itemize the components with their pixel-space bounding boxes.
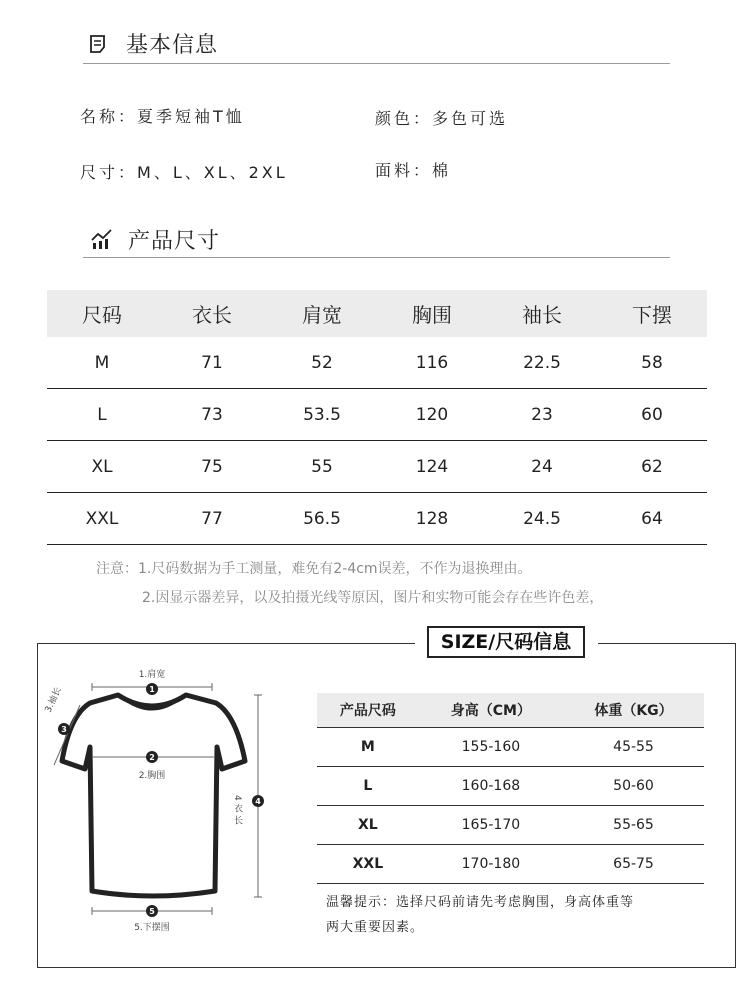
name-row — [80, 104, 245, 127]
chest-measure — [92, 751, 214, 781]
table-row — [47, 337, 707, 389]
tshirt-outline — [62, 695, 245, 896]
table-cell: 120 — [377, 389, 487, 441]
table-cell: 56.5 — [267, 493, 377, 545]
marker-4: 4 — [255, 797, 261, 806]
table-cell: XL — [47, 441, 157, 493]
table-cell: 55 — [267, 441, 377, 493]
table-row — [47, 493, 707, 545]
table-cell: L — [47, 389, 157, 441]
header-cell: 身高（CM） — [419, 693, 563, 728]
table-cell: 116 — [415, 352, 449, 373]
size-tip — [326, 890, 696, 940]
note-text-2: 2.因显示器差异，以及拍摄光线等原因，图片和实物可能会存在些许色差， — [142, 590, 604, 606]
table-cell: 64 — [597, 493, 707, 545]
table-row — [47, 389, 707, 441]
header-cell: 产品尺码 — [317, 693, 419, 728]
color-row — [375, 106, 508, 129]
table-cell: L — [317, 767, 419, 806]
marker-1: 1 — [149, 685, 155, 694]
header-cell: 肩宽 — [267, 290, 377, 337]
marker-2: 2 — [149, 753, 155, 762]
table-cell: 71 — [201, 352, 223, 373]
color-label: 颜色： — [375, 109, 433, 128]
table-row — [47, 441, 707, 493]
note-text-1: 1.尺码数据为手工测量，难免有2-4cm误差，不作为退换理由。 — [138, 561, 532, 577]
table-cell: 55-65 — [563, 806, 704, 845]
hem-label: 5.下摆围 — [134, 923, 170, 933]
header-cell: 下摆 — [597, 290, 707, 337]
size-info-tag-label: SIZE/尺码信息 — [427, 626, 585, 658]
hem-measure — [92, 905, 212, 933]
table-row — [317, 845, 704, 884]
table-cell: 58 — [641, 352, 663, 373]
fabric-value: 棉 — [432, 161, 452, 180]
size-row — [80, 160, 288, 183]
table-cell: 75 — [157, 441, 267, 493]
chest-label: 2.胸围 — [138, 771, 166, 781]
header-cell: 尺码 — [47, 290, 157, 337]
tip-line-2: 两大重要因素。 — [326, 920, 425, 935]
table-cell: 65-75 — [563, 845, 704, 884]
marker-3: 3 — [61, 725, 67, 734]
color-value: 多色可选 — [432, 109, 509, 128]
header-cell: 体重（KG） — [563, 693, 704, 728]
note-prefix: 注意： — [96, 561, 138, 577]
size-value: M、L、XL、2XL — [137, 163, 288, 182]
header-cell: 胸围 — [377, 290, 487, 337]
note-line-1 — [96, 558, 532, 578]
table-cell: 45-55 — [563, 728, 704, 767]
table-cell: 128 — [377, 493, 487, 545]
table-cell: XXL — [317, 845, 419, 884]
table-header-row — [317, 693, 704, 728]
name-label: 名称： — [80, 107, 138, 126]
table-cell: 52 — [311, 352, 333, 373]
note-line-2 — [142, 587, 603, 607]
header-cell: 袖长 — [487, 290, 597, 337]
table-cell: XL — [317, 806, 419, 845]
table-cell: 124 — [377, 441, 487, 493]
table-cell: M — [94, 352, 110, 373]
fabric-label: 面料： — [375, 161, 433, 180]
shoulder-measure — [92, 668, 212, 695]
product-size-title: 产品尺寸 — [128, 229, 221, 254]
table-cell: 77 — [157, 493, 267, 545]
table-cell: 22.5 — [523, 352, 561, 373]
table-cell: 73 — [157, 389, 267, 441]
table-cell: XXL — [47, 493, 157, 545]
name-value: 夏季短袖T恤 — [137, 107, 245, 126]
table-cell: 60 — [597, 389, 707, 441]
basic-info-divider — [83, 63, 670, 64]
marker-5: 5 — [149, 907, 155, 916]
size-info-table — [317, 693, 704, 884]
sleeve-label: 3.袖长 — [43, 685, 64, 715]
fabric-row — [375, 158, 451, 181]
table-cell: M — [317, 728, 419, 767]
table-cell: 24.5 — [487, 493, 597, 545]
shoulder-label: 1.肩宽 — [138, 670, 166, 680]
size-label: 尺寸： — [80, 163, 138, 182]
header-cell: 衣长 — [157, 290, 267, 337]
table-cell: 24 — [487, 441, 597, 493]
table-row — [317, 806, 704, 845]
table-header-row — [47, 290, 707, 337]
length-label: 4 衣 长 — [232, 795, 242, 825]
table-cell: 50-60 — [563, 767, 704, 806]
table-cell: 160-168 — [419, 767, 563, 806]
product-size-table — [47, 290, 707, 545]
size-info-tag — [415, 622, 598, 664]
tshirt-diagram — [40, 665, 280, 945]
table-cell: 155-160 — [419, 728, 563, 767]
table-cell: 53.5 — [267, 389, 377, 441]
product-size-divider — [83, 257, 670, 258]
table-row — [317, 728, 704, 767]
table-cell: 165-170 — [419, 806, 563, 845]
table-cell: 23 — [487, 389, 597, 441]
table-row — [317, 767, 704, 806]
basic-info-title: 基本信息 — [126, 33, 219, 58]
table-cell: 170-180 — [419, 845, 563, 884]
chart-icon — [90, 228, 114, 254]
tip-line-1: 温馨提示：选择尺码前请先考虑胸围，身高体重等 — [326, 895, 635, 910]
document-icon — [88, 34, 108, 58]
table-cell: 62 — [597, 441, 707, 493]
